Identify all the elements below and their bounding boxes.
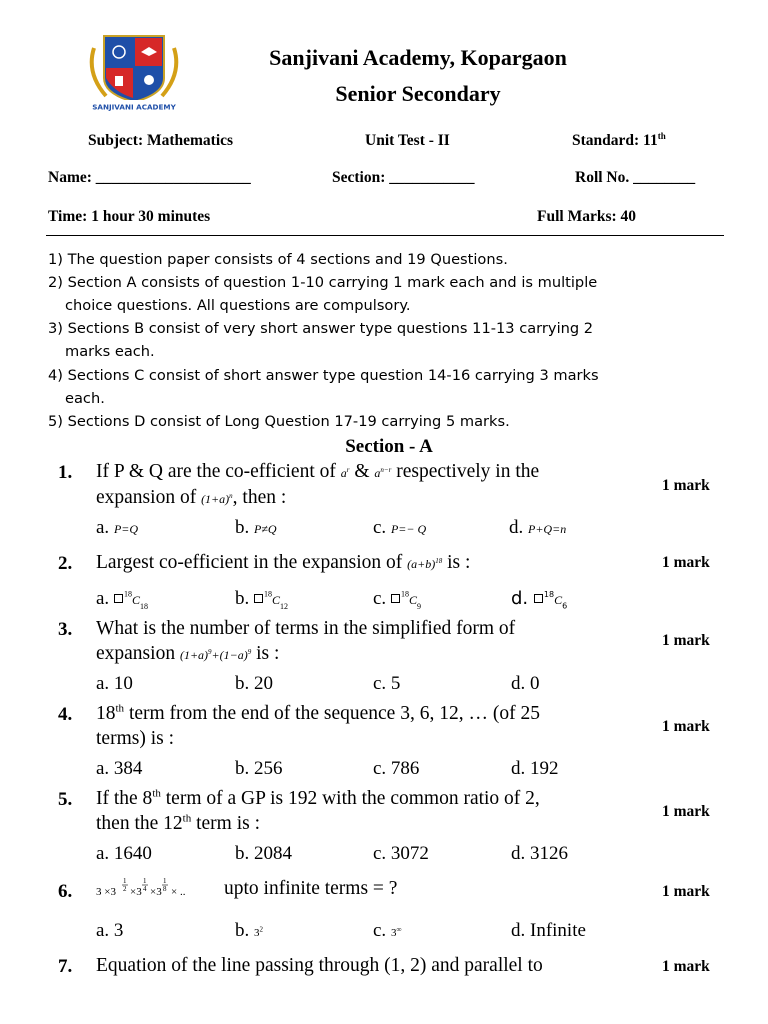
header-divider [46,235,724,236]
option-b: b. 2084 [235,843,292,864]
option-b: b. 20 [235,673,273,694]
svg-text:4: 4 [143,885,147,893]
question-1-line-1: If P & Q are the co-efficient of $a^r$ & $a^{n-r}$ respectively in the [96,461,540,482]
option-a: a. 10 [96,673,133,694]
option-d: d. $^{18}C_6$ [511,588,568,611]
name-field: Name: ____________________ [48,169,251,186]
svg-text:SANJIVANI ACADEMY: SANJIVANI ACADEMY [92,102,176,112]
question-number: 3. [58,619,73,640]
mark-value: 1 mark [662,958,710,975]
option-b: b. $3^2$ [235,920,263,941]
question-number: 1. [58,462,73,483]
full-marks-label: Full Marks: 40 [537,208,637,225]
option-d: d. 192 [511,758,559,779]
option-c: c. $^{18}C_9$ [373,588,421,611]
question-4-line-1: 18th term from the end of the sequence 3, 6, 12, … (of 25 [96,702,540,724]
question-7-line-1: Equation of the line passing through (1, 2) and parallel to [96,955,543,976]
option-c: c. 3∞ [373,920,402,941]
option-d: d. P+Q=n [509,517,567,538]
svg-text:8: 8 [163,885,167,893]
question-number: 7. [58,956,73,977]
question-5-line-2: then the 12th term is : [96,812,261,834]
option-a: a. 3 [96,920,124,941]
option-a: a. 384 [96,758,143,779]
question-3-line-2: expansion $(1+a)^9+(1-a)^9$ is : [96,643,280,664]
option-c: c. 5 [373,673,401,694]
mark-value: 1 mark [662,803,710,820]
instruction-3-cont: marks each. [65,343,155,360]
standard-label: Standard: 11th [572,130,666,149]
time-label: Time: 1 hour 30 minutes [48,208,211,225]
section-field: Section: ___________ [332,169,475,186]
instruction-2: 2) Section A consists of question 1-10 carrying 1 mark each and is multiple [48,274,598,291]
option-b: b. $^{18}C_{12}$ [235,588,289,611]
instruction-3: 3) Sections B consist of very short answer type questions 11-13 carrying 2 [48,320,594,337]
svg-text:× ..: × .. [171,886,186,898]
instruction-1: 1) The question paper consists of 4 sections and 19 Questions. [48,251,508,268]
option-d: d. Infinite [511,920,586,941]
instruction-5: 5) Sections D consist of Long Question 17-19 carrying 5 marks. [48,413,510,430]
question-number: 6. [58,881,73,902]
mark-value: 1 mark [662,718,710,735]
option-c: c. 786 [373,758,420,779]
svg-text:2: 2 [123,885,127,893]
school-name: Sanjivani Academy, Kopargaon [269,45,567,70]
svg-text:1: 1 [163,877,167,885]
option-a: a. $^{18}C_{18}$ [96,588,148,611]
test-label: Unit Test - II [365,132,450,149]
roll-number-field: Roll No. ________ [575,169,696,186]
mark-value: 1 mark [662,632,710,649]
svg-text:×3: ×3 [130,886,142,898]
subject-label: Subject: Mathematics [88,132,234,149]
question-1-line-2: expansion of $(1+a)^n$, then : [96,487,287,508]
question-number: 2. [58,553,73,574]
question-2-line-1: Largest co-efficient in the expansion of $(a+b)^{18}$ is : [96,552,471,573]
svg-text:1: 1 [123,877,127,885]
option-a: a. P=Q [96,517,139,538]
instruction-4-cont: each. [65,390,105,407]
question-number: 4. [58,704,73,725]
question-5-line-1: If the 8th term of a GP is 192 with the common ratio of 2, [96,787,540,809]
school-level: Senior Secondary [335,81,501,106]
mark-value: 1 mark [662,554,710,571]
question-6-text: upto infinite terms = ? [224,878,398,899]
svg-text:1: 1 [143,877,147,885]
svg-text:×3: ×3 [150,886,162,898]
instruction-4: 4) Sections C consist of short answer type question 14-16 carrying 3 marks [48,367,599,384]
option-d: d. 0 [511,673,540,694]
option-c: c. P=− Q [373,517,427,538]
instruction-2-cont: choice questions. All questions are compulsory. [65,297,411,314]
option-c: c. 3072 [373,843,429,864]
option-b: b. 256 [235,758,283,779]
svg-text:3 ×3: 3 ×3 [96,886,116,898]
question-3-line-1: What is the number of terms in the simplified form of [96,618,516,639]
infinite-product-expression [96,874,220,900]
section-a-heading: Section - A [345,436,433,457]
mark-value: 1 mark [662,477,710,494]
option-a: a. 1640 [96,843,152,864]
question-4-line-2: terms) is : [96,728,174,749]
mark-value: 1 mark [662,883,710,900]
option-d: d. 3126 [511,843,568,864]
question-number: 5. [58,789,73,810]
option-b: b. P≠Q [235,517,277,538]
